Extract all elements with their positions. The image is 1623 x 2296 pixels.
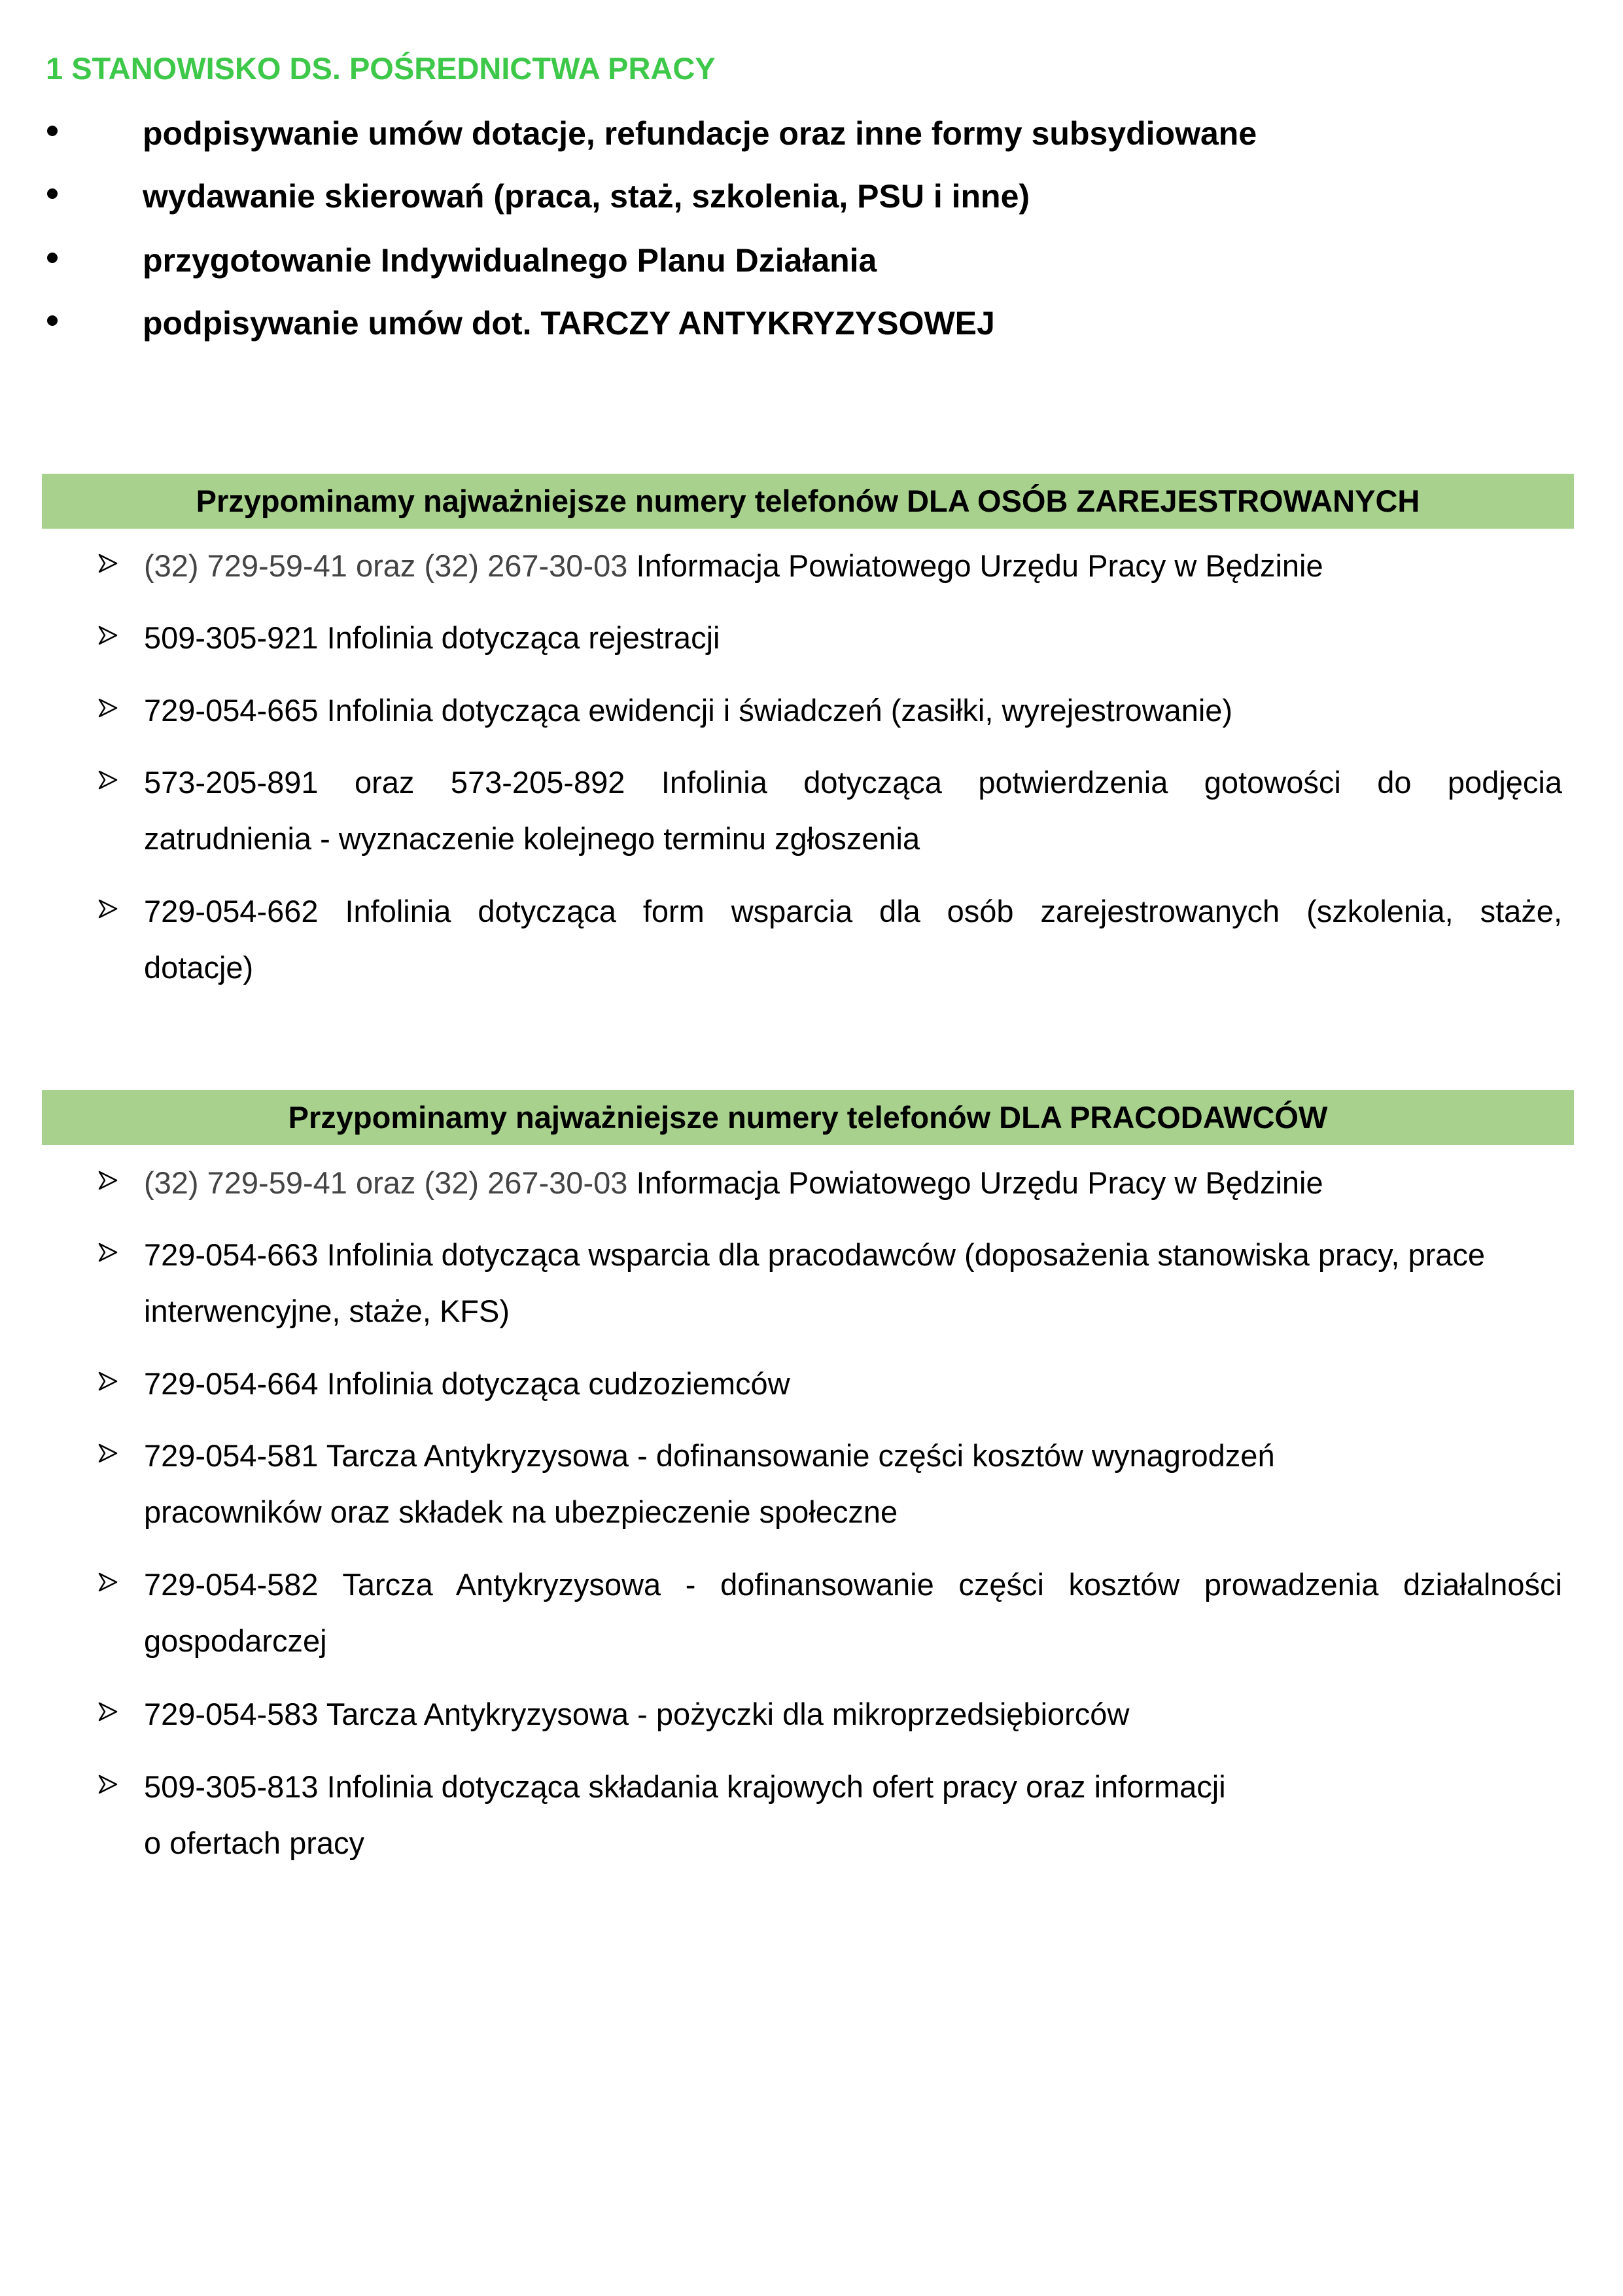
duty-item (0, 102, 1570, 165)
arrowhead-bullet-icon (98, 554, 118, 573)
duty-item (0, 165, 1570, 228)
arrowhead-bullet-icon (98, 1775, 118, 1794)
item-text: 729-054-663 Infolinia dotycząca wsparcia dla pracodawców (doposażenia stanowiska pracy, prace (144, 1237, 1486, 1272)
duty-text: przygotowanie Indywidualnego Planu Działania (143, 242, 877, 279)
item-text-continued: gospodarczej (144, 1623, 327, 1658)
item-text-continued: dotacje) (144, 950, 254, 985)
arrowhead-bullet-icon (98, 1572, 118, 1592)
item-text: Informacja Powiatowego Urzędu Pracy w Będzinie (627, 548, 1323, 583)
registered-section-title: Przypominamy najważniejsze numery telefonów DLA OSÓB ZAREJESTROWANYCH (42, 474, 1574, 529)
employers-section-title: Przypominamy najważniejsze numery telefonów DLA PRACODAWCÓW (42, 1090, 1574, 1145)
duty-text: podpisywanie umów dotacje, refundacje oraz inne formy subsydiowane (143, 115, 1257, 152)
item-text-continued: zatrudnienia - wyznaczenie kolejnego terminu zgłoszenia (144, 821, 920, 856)
phone-numbers: (32) 729-59-41 oraz (32) 267-30-03 (144, 1165, 628, 1200)
item-text: 729-054-582 Tarcza Antykryzysowa - dofinansowanie części kosztów prowadzenia działalności (144, 1567, 1562, 1602)
arrowhead-bullet-icon (98, 626, 118, 645)
arrowhead-bullet-icon (98, 1171, 118, 1190)
item-text-continued: o ofertach pracy (144, 1826, 365, 1860)
arrowhead-bullet-icon (98, 899, 118, 919)
duty-item (0, 292, 1570, 355)
item-text: 509-305-813 Infolinia dotycząca składania krajowych ofert pracy oraz informacji (144, 1769, 1226, 1804)
item-text: 729-054-583 Tarcza Antykryzysowa - pożyczki dla mikroprzedsiębiorców (144, 1697, 1130, 1731)
arrowhead-bullet-icon (98, 1371, 118, 1391)
duty-item (0, 229, 1570, 292)
arrowhead-bullet-icon (98, 770, 118, 790)
item-text: 729-054-662 Infolinia dotycząca form wsparcia dla osób zarejestrowanych (szkolenia, staże, (144, 894, 1562, 928)
item-text: 729-054-664 Infolinia dotycząca cudzoziemców (144, 1366, 790, 1401)
arrowhead-bullet-icon (98, 1243, 118, 1262)
duty-text: podpisywanie umów dot. TARCZY ANTYKRYZYSOWEJ (143, 305, 995, 342)
bullet-icon (47, 315, 58, 326)
bullet-icon (47, 253, 58, 263)
arrowhead-bullet-icon (98, 1443, 118, 1463)
section-heading: 1 STANOWISKO DS. POŚREDNICTWA PRACY (46, 51, 716, 86)
item-text-continued: pracowników oraz składek na ubezpieczenie społeczne (144, 1494, 898, 1529)
item-text-continued: interwencyjne, staże, KFS) (144, 1294, 510, 1328)
arrowhead-bullet-icon (98, 698, 118, 718)
item-text: 729-054-581 Tarcza Antykryzysowa - dofinansowanie części kosztów wynagrodzeń (144, 1438, 1275, 1473)
duty-text: wydawanie skierowań (praca, staż, szkolenia, PSU i inne) (143, 178, 1030, 215)
bullet-icon (47, 188, 58, 199)
item-text: 729-054-665 Infolinia dotycząca ewidencji i świadczeń (zasiłki, wyrejestrowanie) (144, 693, 1233, 728)
item-text: 573-205-891 oraz 573-205-892 Infolinia dotycząca potwierdzenia gotowości do podjęcia (144, 765, 1562, 800)
item-text: Informacja Powiatowego Urzędu Pracy w Będzinie (627, 1165, 1323, 1200)
arrowhead-bullet-icon (98, 1702, 118, 1722)
phone-numbers: (32) 729-59-41 oraz (32) 267-30-03 (144, 548, 628, 583)
bullet-icon (47, 126, 58, 136)
item-text: 509-305-921 Infolinia dotycząca rejestracji (144, 620, 720, 655)
